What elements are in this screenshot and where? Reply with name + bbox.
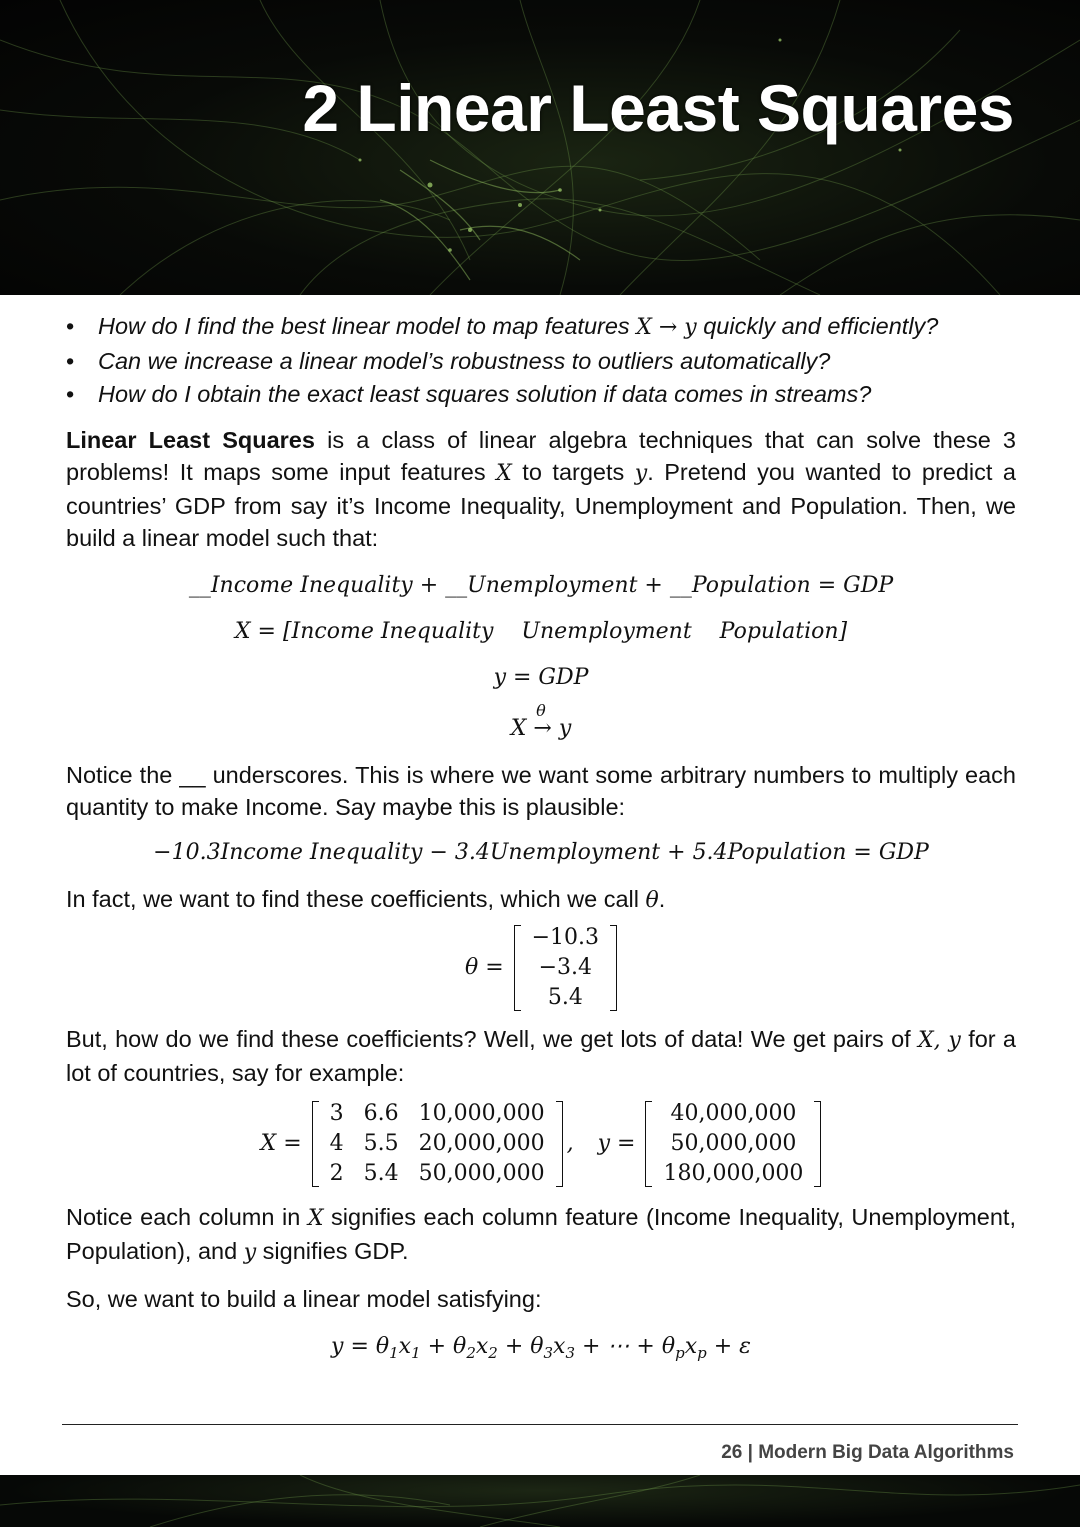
table-row: 3 6.6 10,000,000 [329, 1100, 545, 1126]
table-row: 4 5.5 20,000,000 [329, 1130, 545, 1156]
y-matrix: 40,000,000 50,000,000 180,000,000 [645, 1099, 821, 1189]
so-paragraph: So, we want to build a linear model satisfying: [66, 1285, 542, 1312]
equation-x-definition: X = [Income Inequality Unemployment Population] [234, 618, 848, 644]
notice-paragraph: Notice the __ underscores. This is where we want some arbitrary numbers to multiply each quantity to make Income. Say maybe this is plausible: [66, 761, 1016, 820]
list-item: • Can we increase a linear model’s robustness to outliers automatically? [66, 345, 1016, 379]
intro-paragraph: Linear Least Squares is a class of linear algebra techniques that can solve these 3 problems! It maps some input features X to targets y. Pretend you wanted to predict a countries’ GDP from say it’s Income Inequality, Unemployment and Population. Then, we build a linear model such that: [66, 426, 1016, 551]
network-footer-image [0, 1475, 1080, 1527]
page-footer-label: 26 | Modern Big Data Algorithms [721, 1442, 1014, 1463]
equation-y-definition: y = GDP [493, 664, 589, 690]
x-matrix [312, 1099, 563, 1189]
footer-banner [0, 1475, 1080, 1527]
table-row: 2 5.4 50,000,000 [329, 1160, 545, 1186]
theta-matrix: −10.3 −3.4 5.4 [514, 923, 617, 1013]
data-matrices: X = 3 6.6 10,000,000 4 5.5 20,000,000 2 5.4 50,000,000 , y = 40,000,000 50,000,000 180,000,000 [66, 1099, 1016, 1189]
equation-mapping: θ X → y [510, 700, 572, 741]
coefficients-paragraph: In fact, we want to find these coefficients, which we call θ. [66, 885, 666, 913]
question-list [66, 310, 1016, 412]
term-bold: Linear Least Squares [66, 426, 315, 453]
theta-matrix-equation: θ = −10.3 −3.4 5.4 [66, 923, 1016, 1013]
math-inline: X → y [636, 315, 697, 340]
theta-label: θ [536, 700, 546, 720]
footer-divider [62, 1424, 1018, 1425]
equation-plausible-model: −10.3Income Inequality − 3.4Unemployment + 5.4Population = GDP [153, 839, 929, 865]
list-item: • How do I find the best linear model to map features X → y quickly and efficiently? [66, 310, 1016, 345]
chapter-title: 2 Linear Least Squares [302, 71, 1014, 145]
main-content [66, 310, 1016, 1363]
equation-weighted-sum: __Income Inequality + __Unemployment + __Population = GDP [188, 572, 894, 598]
header-banner [0, 0, 1080, 295]
network-background-image [0, 0, 1080, 295]
equation-linear-model: $y = \theta_1x_1 + \theta_2x_2 + \theta_3x_3$ + ⋯ + $\theta_px_p + \varepsilon$ [331, 1333, 751, 1362]
data-paragraph: But, how do we find these coefficients? Well, we get lots of data! We get pairs of X, y for a lot of countries, say for example: [66, 1025, 1016, 1086]
list-item: • How do I obtain the exact least squares solution if data comes in streams? [66, 378, 1016, 412]
columns-paragraph: Notice each column in X signifies each column feature (Income Inequality, Unemployment, Population), and y signifies GDP. [66, 1203, 1016, 1265]
